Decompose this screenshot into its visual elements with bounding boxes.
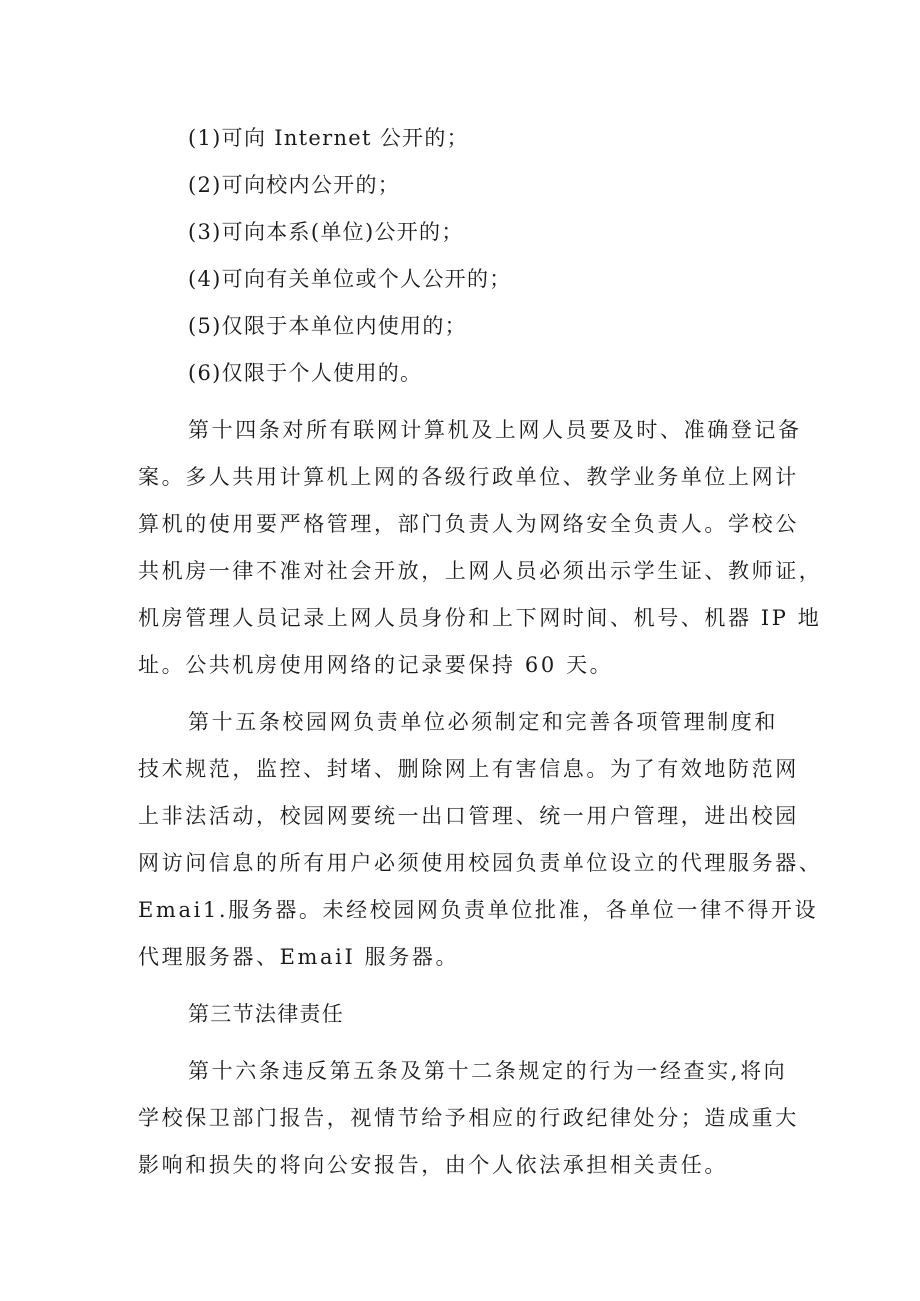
list-item-4: (4)可向有关单位或个人公开的； [188, 267, 512, 291]
list-item-1: (1)可向 Internet 公开的； [188, 126, 469, 150]
article-15-line-3: 上非法活动，校园网要统一出口管理、统一用户管理，进出校园 [138, 804, 799, 828]
list-item-6: (6)仅限于个人使用的。 [188, 361, 423, 385]
list-item-5: (5)仅限于本单位内使用的； [188, 314, 467, 338]
article-14-line-5: 机房管理人员记录上网人员身份和上下网时间、机号、机器 IP 地 [138, 606, 822, 630]
article-14-line-4: 共机房一律不准对社会开放，上网人员必须出示学生证、教师证， [138, 559, 823, 583]
article-14-line-1: 第十四条对所有联网计算机及上网人员要及时、准确登记备 [188, 418, 802, 442]
article-14-line-2: 案。多人共用计算机上网的各级行政单位、教学业务单位上网计 [138, 465, 799, 489]
list-item-2: (2)可向校内公开的； [188, 173, 401, 197]
article-15-paragraph [138, 699, 823, 981]
article-15-line-6: 代理服务器、EmaiI 服务器。 [138, 945, 460, 969]
article-15-line-4: 网访问信息的所有用户必须使用校园负责单位设立的代理服务器、 [138, 851, 823, 875]
document-body [138, 115, 823, 1189]
article-16-paragraph [138, 1048, 798, 1189]
article-16-line-3: 影响和损失的将向公安报告，由个人依法承担相关责任。 [138, 1153, 728, 1177]
article-14-line-6: 址。公共机房使用网络的记录要保持 60 天。 [138, 653, 614, 677]
article-14-paragraph [138, 407, 823, 689]
article-15-line-2: 技术规范，监控、封堵、删除网上有害信息。为了有效地防范网 [138, 757, 799, 781]
article-15-line-5: Emai1.服务器。未经校园网负责单位批准，各单位一律不得开设 [138, 898, 819, 922]
article-14-line-3: 算机的使用要严格管理，部门负责人为网络安全负责人。学校公 [138, 512, 799, 536]
article-16-line-1: 第十六条违反第五条及第十二条规定的行为一经查实,将向 [188, 1059, 788, 1083]
article-15-line-1: 第十五条校园网负责单位必须制定和完善各项管理制度和 [188, 710, 778, 734]
section-heading: 第三节法律责任 [188, 1002, 345, 1026]
article-16-line-2: 学校保卫部门报告，视情节给予相应的行政纪律处分；造成重大 [138, 1106, 799, 1130]
disclosure-list [138, 115, 798, 397]
list-item-3: (3)可向本系(单位)公开的； [188, 220, 464, 244]
